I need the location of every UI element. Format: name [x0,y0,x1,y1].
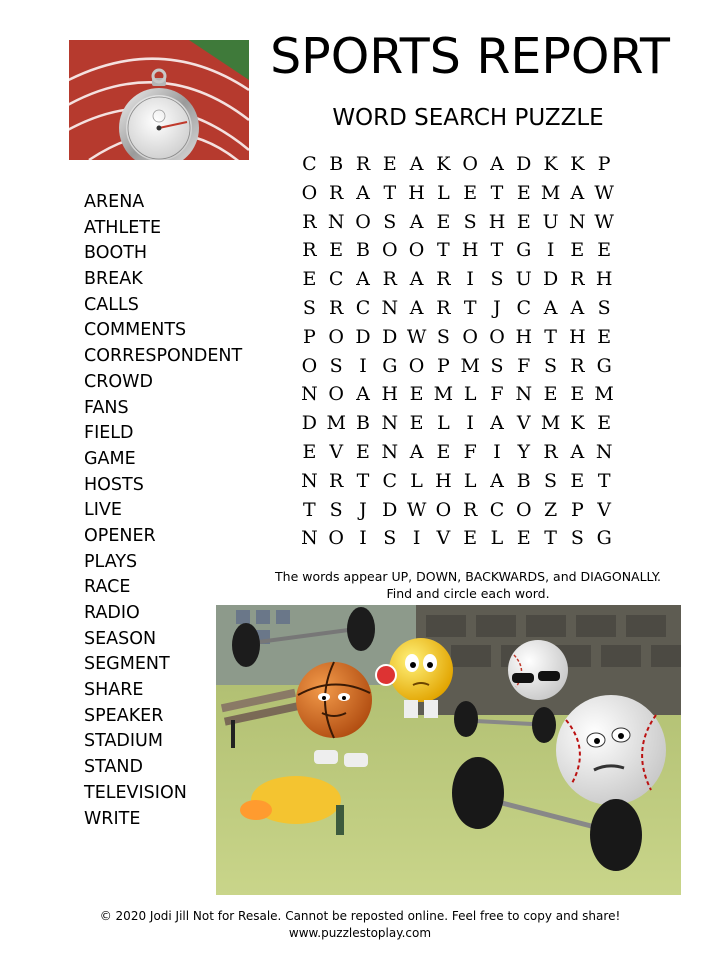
footer [0,908,720,942]
grid-letter[interactable]: M [433,383,454,406]
word-list-item: BOOTH [84,243,148,264]
grid-letter[interactable]: D [382,498,398,521]
grid-letter[interactable]: O [515,498,532,521]
grid-letter[interactable]: S [597,296,611,319]
grid-letter[interactable]: O [462,325,478,348]
grid-letter[interactable]: P [570,498,584,521]
grid-letter[interactable]: I [466,412,474,435]
grid-letter[interactable]: S [544,469,558,492]
grid-letter[interactable]: O [328,325,344,348]
grid-letter[interactable]: A [490,412,504,435]
grid-letter[interactable]: O [462,153,478,175]
grid-letter[interactable]: E [329,239,344,262]
grid-letter[interactable]: E [302,268,317,291]
grid-letter[interactable]: C [355,296,371,319]
grid-letter[interactable]: E [543,383,558,406]
grid-letter[interactable]: T [544,527,557,550]
grid-letter[interactable]: T [544,325,557,348]
grid-letter[interactable]: L [437,181,450,204]
grid-letter[interactable]: A [490,469,504,492]
word-list-item: RACE [84,577,131,598]
grid-letter[interactable]: H [381,383,399,406]
grid-letter[interactable]: Y [517,440,531,463]
grid-letter[interactable]: H [569,325,586,348]
grid-letter[interactable]: O [328,527,344,550]
grid-letter[interactable]: W [406,325,427,348]
grid-letter[interactable]: M [594,383,614,406]
instructions [268,568,668,602]
grid-letter[interactable]: V [516,412,531,435]
grid-letter[interactable]: H [461,239,479,262]
grid-letter[interactable]: C [302,153,317,175]
word-list-item: STAND [84,757,143,778]
grid-letter[interactable]: I [359,527,367,550]
grid-letter[interactable]: K [570,153,585,175]
grid-letter[interactable]: A [356,383,370,406]
grid-letter[interactable]: D [355,325,371,348]
grid-letter[interactable]: S [570,527,584,550]
grid-letter[interactable]: L [437,412,450,435]
grid-letter[interactable]: O [408,239,425,262]
word-list-item: FIELD [84,423,134,444]
grid-letter[interactable]: H [488,210,506,233]
grid-letter[interactable]: A [570,440,585,463]
grid-letter[interactable]: B [516,469,531,492]
grid-letter[interactable]: N [381,440,399,463]
grid-letter[interactable]: B [329,153,344,175]
grid-letter[interactable]: S [490,268,504,291]
grid-letter[interactable]: O [435,498,452,521]
grid-letter[interactable]: I [412,527,421,550]
word-list-item: STADIUM [84,731,163,752]
grid-letter[interactable]: D [516,153,532,175]
grid-letter[interactable]: R [302,239,317,262]
grid-letter[interactable]: R [570,268,585,291]
grid-letter[interactable]: E [463,181,478,204]
grid-letter[interactable]: N [569,210,586,233]
grid-letter[interactable]: O [382,239,398,262]
word-list-item: ARENA [84,192,145,212]
grid-letter[interactable]: H [515,325,533,348]
grid-letter[interactable]: N [301,469,318,492]
grid-letter[interactable]: G [382,354,398,377]
grid-letter[interactable]: O [408,354,425,377]
grid-letter[interactable]: P [436,354,450,377]
grid-letter[interactable]: R [329,469,344,492]
grid-letter[interactable]: T [597,469,611,492]
grid-letter[interactable]: L [463,383,477,406]
grid-letter[interactable]: F [463,440,477,463]
word-list-item: WRITE [84,808,141,829]
grid-letter[interactable]: A [356,268,370,291]
grid-letter[interactable]: T [383,181,397,204]
grid-letter[interactable]: M [460,354,480,377]
grid-letter[interactable]: E [516,181,531,204]
grid-letter[interactable]: S [302,296,316,319]
word-list-item: CORRESPONDENT [84,346,243,367]
grid-letter[interactable]: L [490,527,504,550]
grid-letter[interactable]: E [409,412,424,435]
grid-letter[interactable]: E [597,412,612,435]
word-list-item: CALLS [84,294,139,315]
word-list-item: PLAYS [84,551,138,572]
grid-letter[interactable]: D [301,412,318,435]
grid-letter[interactable]: T [437,239,450,262]
word-list-item: SHARE [84,680,144,701]
grid-letter[interactable]: T [356,469,370,492]
grid-letter[interactable]: B [356,239,370,262]
page-title: SPORTS REPORT [270,28,670,85]
grid-letter[interactable]: F [490,383,504,406]
grid-letter[interactable]: H [435,469,452,492]
grid-letter[interactable]: C [489,498,505,521]
grid-letter[interactable]: U [542,210,559,233]
grid-letter[interactable]: A [409,296,424,319]
word-list-item: ATHLETE [84,217,162,238]
grid-letter[interactable]: E [570,469,585,492]
word-list-item: CROWD [84,371,153,392]
grid-letter[interactable]: E [597,239,612,262]
grid-letter[interactable]: A [543,296,558,319]
grid-letter[interactable]: N [515,383,533,406]
grid-letter[interactable]: J [359,498,367,521]
grid-letter[interactable]: S [544,354,558,377]
grid-letter[interactable]: N [301,527,318,550]
word-list-item: SEASON [84,628,157,649]
grid-letter[interactable]: A [409,210,424,233]
grid-letter[interactable]: K [543,153,558,175]
grid-letter[interactable]: B [356,412,370,435]
grid-letter[interactable]: G [596,354,612,377]
grid-letter[interactable]: L [410,469,423,492]
grid-letter[interactable]: E [356,440,370,463]
grid-letter[interactable]: N [381,296,399,319]
instructions-line: Find and circle each word. [386,586,550,601]
grid-letter[interactable]: H [408,181,425,204]
grid-letter[interactable]: C [328,268,344,291]
grid-letter[interactable]: J [493,296,501,319]
grid-letter[interactable]: O [301,181,318,204]
word-list-item: HOSTS [84,474,144,495]
grid-letter[interactable]: I [466,268,474,291]
website-link[interactable]: www.puzzlestoplay.com [288,926,432,940]
sports-balls-image [216,605,681,895]
grid-letter[interactable]: E [409,383,424,406]
grid-letter[interactable]: D [542,268,559,291]
grid-letter[interactable]: H [595,268,613,291]
grid-letter[interactable]: D [382,325,398,348]
grid-letter[interactable]: I [546,239,555,262]
grid-letter[interactable]: O [301,354,318,377]
word-list-item: OPENER [84,525,156,546]
grid-letter[interactable]: E [516,210,531,233]
grid-letter[interactable]: V [597,498,612,521]
word-list-item: RADIO [84,603,140,623]
page-subtitle: WORD SEARCH PUZZLE [332,105,604,131]
grid-letter[interactable]: I [493,440,501,463]
grid-letter[interactable]: R [570,354,585,377]
grid-letter[interactable]: O [489,325,505,348]
word-list-item: FANS [84,397,129,418]
grid-letter[interactable]: T [490,239,504,262]
grid-letter[interactable]: K [570,412,585,435]
grid-letter[interactable]: P [597,153,611,175]
copyright-text: © 2020 Jodi Jill Not for Resale. Cannot be reposted online. Feel free to copy and share! [99,909,621,923]
grid-letter[interactable]: A [409,440,424,463]
grid-letter[interactable]: M [326,412,346,435]
stopwatch-icon [69,40,249,160]
grid-letter[interactable]: S [490,354,504,377]
grid-letter[interactable]: W [406,498,427,521]
word-list-item: COMMENTS [84,320,187,341]
grid-letter[interactable]: E [436,440,451,463]
grid-letter[interactable]: E [570,383,585,406]
grid-letter[interactable]: M [540,412,561,435]
grid-letter[interactable]: R [329,296,344,319]
grid-letter[interactable]: M [540,181,561,204]
header-image-stopwatch-track [69,40,249,160]
grid-letter[interactable]: C [516,296,532,319]
grid-letter[interactable]: E [382,153,397,175]
grid-letter[interactable]: A [490,153,504,175]
letter-grid [296,150,618,553]
word-list-item: LIVE [84,500,122,521]
word-list-item: SPEAKER [84,705,164,726]
grid-letter[interactable]: K [436,153,451,175]
grid-letter[interactable]: T [463,296,477,319]
instructions-line: The words appear UP, DOWN, BACKWARDS, and DIAGONALLY. [275,569,661,584]
grid-letter[interactable]: O [328,383,344,406]
grid-letter[interactable]: S [383,210,397,233]
grid-letter[interactable]: R [329,181,344,204]
grid-letter[interactable]: E [436,210,451,233]
grid-letter[interactable]: R [382,268,397,291]
grid-letter[interactable]: S [383,527,397,550]
word-list-item: TELEVISION [84,782,187,803]
grid-letter[interactable]: E [463,527,478,550]
grid-letter[interactable]: C [382,469,398,492]
grid-letter[interactable]: S [436,325,450,348]
grid-letter[interactable]: E [570,239,585,262]
grid-letter[interactable]: A [356,181,370,204]
grid-letter[interactable]: G [596,527,612,550]
grid-letter[interactable]: R [302,210,317,233]
grid-letter[interactable]: N [595,440,613,463]
grid-letter[interactable]: R [436,268,451,291]
grid-letter[interactable]: R [355,153,371,175]
grid-letter[interactable]: T [303,498,316,521]
grid-letter[interactable]: Z [543,498,558,521]
grid-letter[interactable]: S [329,354,343,377]
grid-letter[interactable]: R [543,440,558,463]
grid-letter[interactable]: G [516,239,532,262]
word-list-item: GAME [84,448,136,469]
grid-letter[interactable]: P [303,325,316,348]
grid-letter[interactable]: E [597,325,612,348]
grid-letter[interactable]: A [570,296,585,319]
grid-letter[interactable]: T [490,181,504,204]
grid-letter[interactable]: E [516,527,531,550]
word-list-item: BREAK [84,269,143,290]
grid-letter[interactable]: I [359,354,367,377]
sports-balls-illustration [216,605,681,895]
grid-letter[interactable]: V [329,440,344,463]
grid-letter[interactable]: U [515,268,532,291]
grid-letter[interactable]: N [381,412,399,435]
word-list-item: SEGMENT [84,654,170,675]
grid-letter[interactable]: S [463,210,477,233]
grid-letter[interactable]: W [594,181,614,204]
grid-letter[interactable]: S [329,498,343,521]
grid-letter[interactable]: O [355,210,371,233]
grid-letter[interactable]: E [302,440,317,463]
grid-letter[interactable]: V [436,527,451,550]
grid-letter[interactable]: A [409,268,424,291]
grid-letter[interactable]: A [409,153,424,175]
grid-letter[interactable]: A [570,181,585,204]
grid-letter[interactable]: N [301,383,318,406]
grid-letter[interactable]: L [463,469,477,492]
grid-letter[interactable]: F [517,354,531,377]
grid-letter[interactable]: R [463,498,478,521]
grid-letter[interactable]: R [436,296,451,319]
grid-letter[interactable]: W [594,210,614,233]
grid-letter[interactable]: N [327,210,345,233]
